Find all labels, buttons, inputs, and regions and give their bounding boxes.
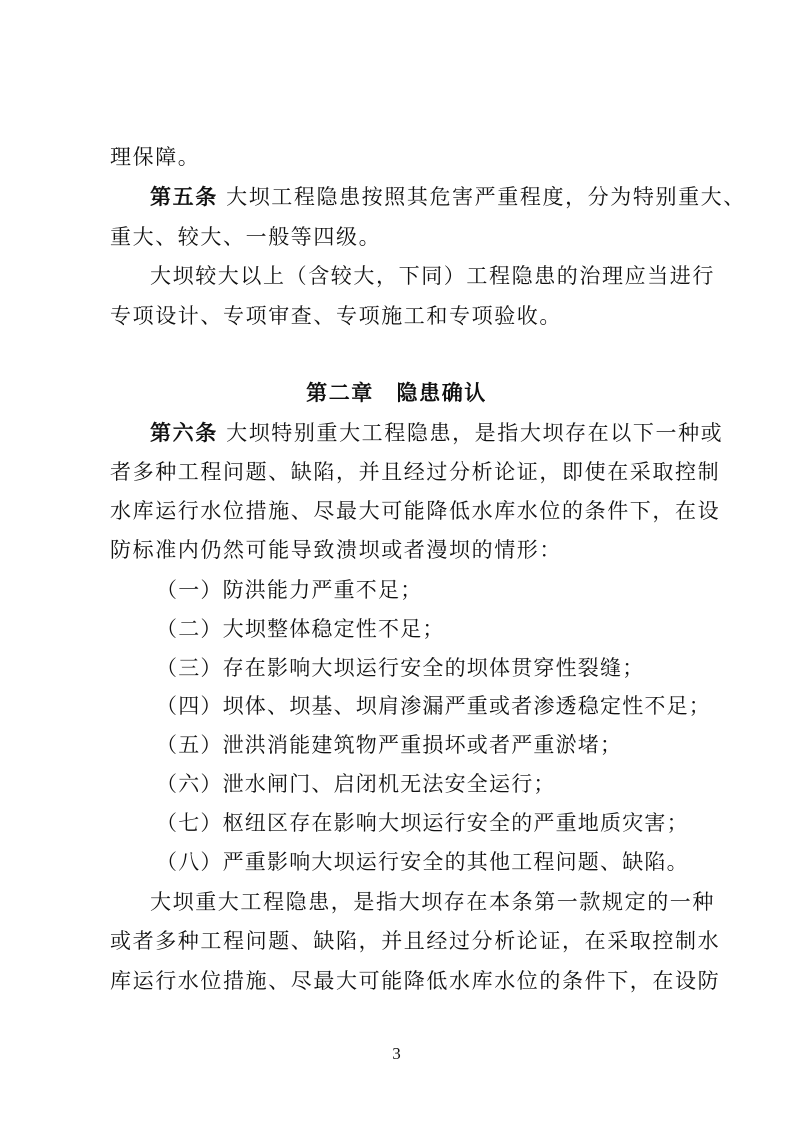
paragraph-line: 理保障。 [110, 145, 201, 169]
chapter-title: 第二章 隐患确认 [306, 380, 487, 405]
paragraph-line: 库运行水位措施、尽最大可能降低水库水位的条件下，在设防 [110, 969, 721, 993]
list-item: （一）防洪能力严重不足； [156, 578, 423, 602]
list-item: （六）泄水闸门、启闭机无法安全运行； [156, 772, 556, 796]
paragraph-line: 水库运行水位措施、尽最大可能降低水库水位的条件下，在设 [110, 499, 721, 523]
paragraph-line: 者多种工程问题、缺陷，并且经过分析论证，即使在采取控制 [110, 460, 721, 484]
paragraph-line: 大坝重大工程隐患，是指大坝存在本条第一款规定的一种 [150, 890, 715, 914]
list-item: （五）泄洪消能建筑物严重损坏或者严重淤堵； [156, 733, 623, 757]
article-6-line [150, 419, 725, 447]
list-item: （二）大坝整体稳定性不足； [156, 617, 445, 641]
article-5-line [150, 183, 746, 211]
article-6-heading: 第六条 [150, 420, 218, 445]
list-item: （四）坝体、坝基、坝肩渗漏严重或者渗透稳定性不足； [156, 694, 711, 718]
article-5-heading: 第五条 [150, 184, 218, 209]
paragraph-line: 重大、较大、一般等四级。 [110, 225, 382, 249]
page-number: 3 [392, 1044, 401, 1063]
list-item: （三）存在影响大坝运行安全的坝体贯穿性裂缝； [156, 656, 645, 680]
paragraph-line: 防标准内仍然可能导致溃坝或者漫坝的情形： [110, 538, 562, 562]
article-6-text: 大坝特别重大工程隐患，是指大坝存在以下一种或 [217, 421, 724, 445]
paragraph-line: 专项设计、专项审查、专项施工和专项验收。 [110, 304, 562, 328]
list-item: （八）严重影响大坝运行安全的其他工程问题、缺陷。 [156, 850, 689, 874]
paragraph-line: 大坝较大以上（含较大，下同）工程隐患的治理应当进行 [150, 264, 715, 288]
list-item: （七）枢纽区存在影响大坝运行安全的严重地质灾害； [156, 811, 689, 835]
paragraph-line: 或者多种工程问题、缺陷，并且经过分析论证，在采取控制水 [110, 929, 721, 953]
article-5-text: 大坝工程隐患按照其危害严重程度，分为特别重大、 [217, 185, 746, 209]
